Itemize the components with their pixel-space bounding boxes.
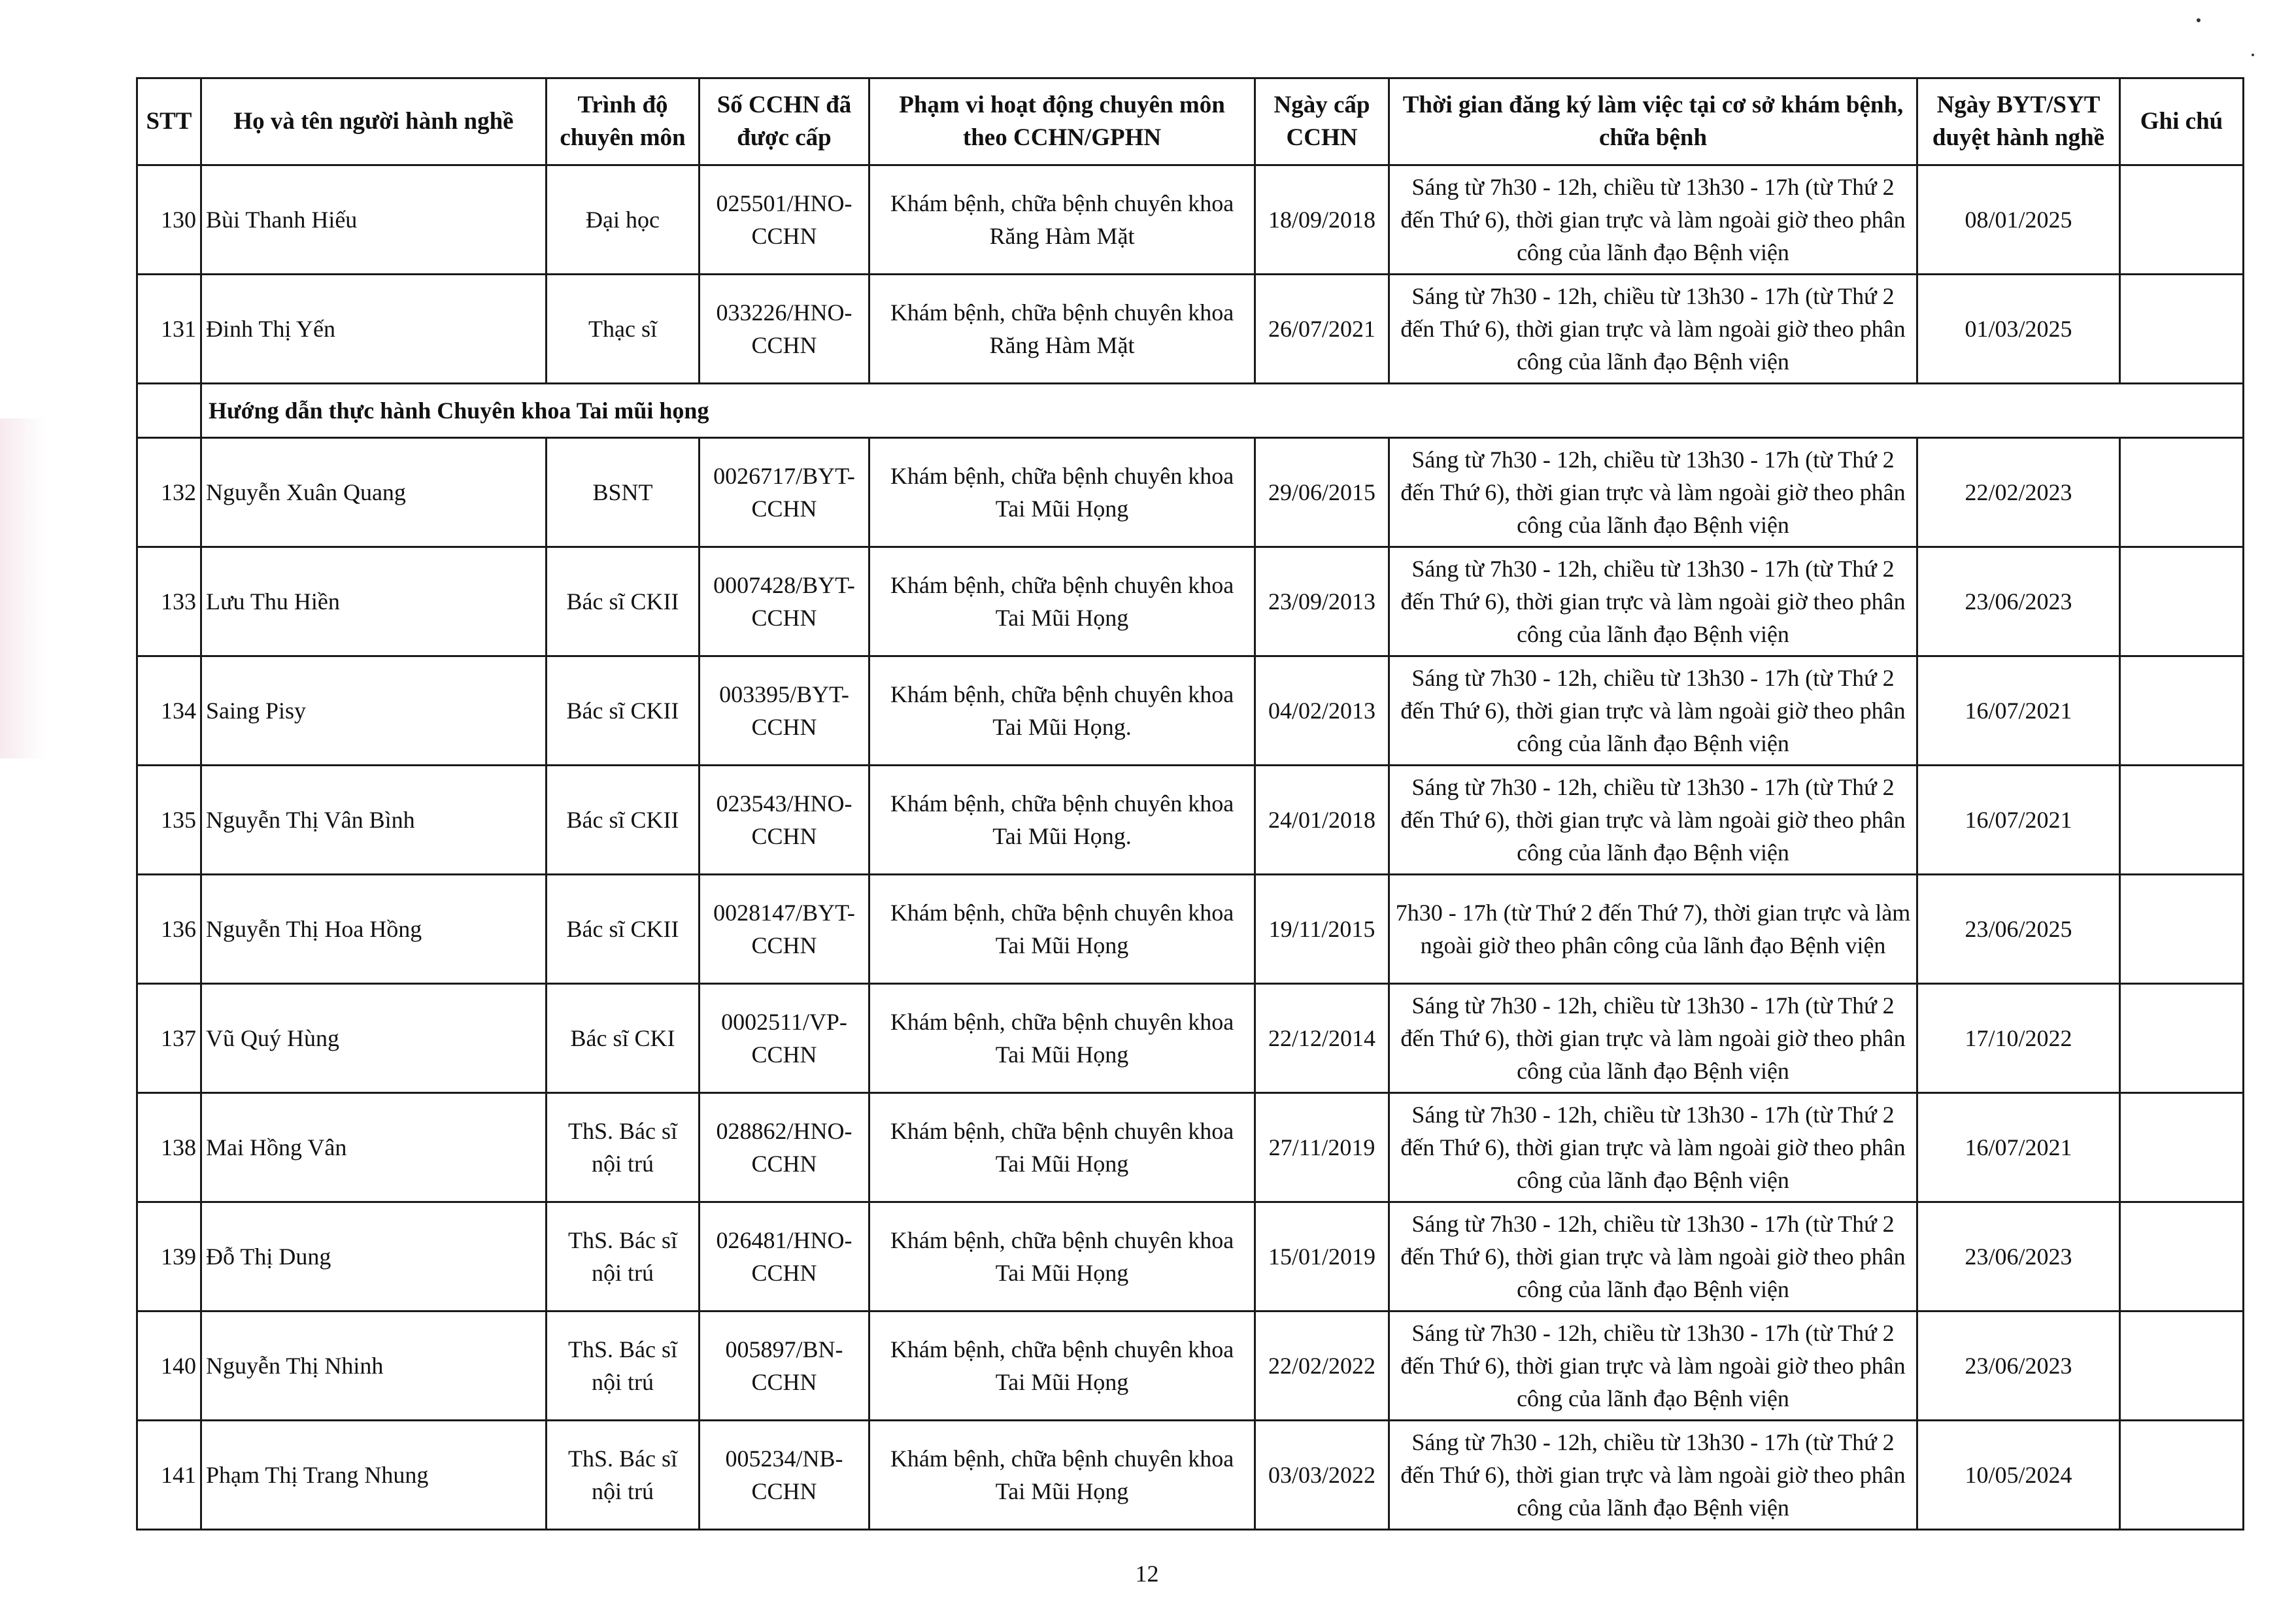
row-level: ThS. Bác sĩ nội trú xyxy=(547,1311,700,1421)
page-number: 12 xyxy=(1135,1561,1159,1587)
row-stt: 135 xyxy=(137,766,201,875)
row-issued-date: 23/09/2013 xyxy=(1255,547,1389,656)
row-note xyxy=(2120,547,2244,656)
col-header-issued: Ngày cấp CCHN xyxy=(1255,78,1389,165)
row-approved-date: 01/03/2025 xyxy=(1917,275,2120,384)
row-note xyxy=(2120,165,2244,275)
row-level: Đại học xyxy=(547,165,700,275)
row-note xyxy=(2120,984,2244,1093)
row-stt: 139 xyxy=(137,1202,201,1311)
row-cert: 005234/NB-CCHN xyxy=(700,1421,869,1530)
row-approved-date: 23/06/2025 xyxy=(1917,875,2120,984)
practitioner-register-table xyxy=(136,77,2244,1531)
row-level: Bác sĩ CKI xyxy=(547,984,700,1093)
table-row xyxy=(137,766,2244,875)
col-header-approved: Ngày BYT/SYT duyệt hành nghề xyxy=(1917,78,2120,165)
row-issued-date: 27/11/2019 xyxy=(1255,1093,1389,1202)
row-approved-date: 16/07/2021 xyxy=(1917,766,2120,875)
table-row xyxy=(137,275,2244,384)
row-issued-date: 03/03/2022 xyxy=(1255,1421,1389,1530)
row-schedule: Sáng từ 7h30 - 12h, chiều từ 13h30 - 17h (từ Thứ 2 đến Thứ 6), thời gian trực và làm ngoài giờ theo phân công của lãnh đạo Bệnh viện xyxy=(1389,165,1917,275)
col-header-cert: Số CCHN đã được cấp xyxy=(700,78,869,165)
table-row xyxy=(137,1311,2244,1421)
row-level: Bác sĩ CKII xyxy=(547,656,700,766)
row-scope: Khám bệnh, chữa bệnh chuyên khoa Tai Mũi Họng. xyxy=(869,656,1255,766)
row-name: Nguyễn Xuân Quang xyxy=(201,438,547,547)
row-issued-date: 24/01/2018 xyxy=(1255,766,1389,875)
table-row xyxy=(137,984,2244,1093)
row-note xyxy=(2120,1421,2244,1530)
row-stt: 138 xyxy=(137,1093,201,1202)
row-cert: 026481/HNO-CCHN xyxy=(700,1202,869,1311)
row-name: Lưu Thu Hiền xyxy=(201,547,547,656)
row-cert: 028862/HNO-CCHN xyxy=(700,1093,869,1202)
row-stt: 131 xyxy=(137,275,201,384)
row-name: Saing Pisy xyxy=(201,656,547,766)
row-cert: 033226/HNO-CCHN xyxy=(700,275,869,384)
row-name: Nguyễn Thị Nhinh xyxy=(201,1311,547,1421)
row-stt: 130 xyxy=(137,165,201,275)
row-level: Thạc sĩ xyxy=(547,275,700,384)
row-cert: 023543/HNO-CCHN xyxy=(700,766,869,875)
row-schedule: Sáng từ 7h30 - 12h, chiều từ 13h30 - 17h (từ Thứ 2 đến Thứ 6), thời gian trực và làm ngoài giờ theo phân công của lãnh đạo Bệnh viện xyxy=(1389,438,1917,547)
col-header-level: Trình độ chuyên môn xyxy=(547,78,700,165)
row-schedule: Sáng từ 7h30 - 12h, chiều từ 13h30 - 17h (từ Thứ 2 đến Thứ 6), thời gian trực và làm ngoài giờ theo phân công của lãnh đạo Bệnh viện xyxy=(1389,984,1917,1093)
row-name: Đỗ Thị Dung xyxy=(201,1202,547,1311)
col-header-stt: STT xyxy=(137,78,201,165)
speck-dot xyxy=(2252,54,2254,56)
col-header-name: Họ và tên người hành nghề xyxy=(201,78,547,165)
row-schedule: Sáng từ 7h30 - 12h, chiều từ 13h30 - 17h (từ Thứ 2 đến Thứ 6), thời gian trực và làm ngoài giờ theo phân công của lãnh đạo Bệnh viện xyxy=(1389,656,1917,766)
row-approved-date: 23/06/2023 xyxy=(1917,547,2120,656)
row-note xyxy=(2120,656,2244,766)
row-level: ThS. Bác sĩ nội trú xyxy=(547,1093,700,1202)
section-stt-cell xyxy=(137,384,201,438)
row-level: Bác sĩ CKII xyxy=(547,875,700,984)
row-scope: Khám bệnh, chữa bệnh chuyên khoa Tai Mũi Họng xyxy=(869,1421,1255,1530)
row-scope: Khám bệnh, chữa bệnh chuyên khoa Tai Mũi Họng. xyxy=(869,766,1255,875)
row-scope: Khám bệnh, chữa bệnh chuyên khoa Tai Mũi Họng xyxy=(869,547,1255,656)
row-schedule: Sáng từ 7h30 - 12h, chiều từ 13h30 - 17h (từ Thứ 2 đến Thứ 6), thời gian trực và làm ngoài giờ theo phân công của lãnh đạo Bệnh viện xyxy=(1389,275,1917,384)
section-title: Hướng dẫn thực hành Chuyên khoa Tai mũi họng xyxy=(201,384,2244,438)
col-header-schedule: Thời gian đăng ký làm việc tại cơ sở khám bệnh, chữa bệnh xyxy=(1389,78,1917,165)
row-name: Bùi Thanh Hiếu xyxy=(201,165,547,275)
row-stt: 136 xyxy=(137,875,201,984)
row-scope: Khám bệnh, chữa bệnh chuyên khoa Tai Mũi Họng xyxy=(869,984,1255,1093)
rows-group-rhm xyxy=(137,165,2244,384)
row-scope: Khám bệnh, chữa bệnh chuyên khoa Răng Hàm Mặt xyxy=(869,275,1255,384)
row-scope: Khám bệnh, chữa bệnh chuyên khoa Tai Mũi Họng xyxy=(869,1093,1255,1202)
row-level: ThS. Bác sĩ nội trú xyxy=(547,1202,700,1311)
row-scope: Khám bệnh, chữa bệnh chuyên khoa Tai Mũi Họng xyxy=(869,438,1255,547)
row-name: Nguyễn Thị Hoa Hồng xyxy=(201,875,547,984)
row-stt: 137 xyxy=(137,984,201,1093)
row-approved-date: 08/01/2025 xyxy=(1917,165,2120,275)
table-row xyxy=(137,165,2244,275)
row-name: Vũ Quý Hùng xyxy=(201,984,547,1093)
row-cert: 005897/BN-CCHN xyxy=(700,1311,869,1421)
row-cert: 025501/HNO-CCHN xyxy=(700,165,869,275)
rows-group-tmh xyxy=(137,438,2244,1530)
row-issued-date: 29/06/2015 xyxy=(1255,438,1389,547)
table-row xyxy=(137,1202,2244,1311)
row-approved-date: 17/10/2022 xyxy=(1917,984,2120,1093)
row-approved-date: 16/07/2021 xyxy=(1917,656,2120,766)
row-name: Nguyễn Thị Vân Bình xyxy=(201,766,547,875)
row-stt: 141 xyxy=(137,1421,201,1530)
row-level: ThS. Bác sĩ nội trú xyxy=(547,1421,700,1530)
row-issued-date: 18/09/2018 xyxy=(1255,165,1389,275)
row-schedule: Sáng từ 7h30 - 12h, chiều từ 13h30 - 17h (từ Thứ 2 đến Thứ 6), thời gian trực và làm ngoài giờ theo phân công của lãnh đạo Bệnh viện xyxy=(1389,1421,1917,1530)
row-scope: Khám bệnh, chữa bệnh chuyên khoa Tai Mũi Họng xyxy=(869,1202,1255,1311)
row-note xyxy=(2120,1202,2244,1311)
row-note xyxy=(2120,875,2244,984)
table-row xyxy=(137,875,2244,984)
row-cert: 0002511/VP-CCHN xyxy=(700,984,869,1093)
row-schedule: 7h30 - 17h (từ Thứ 2 đến Thứ 7), thời gian trực và làm ngoài giờ theo phân công của lãnh đạo Bệnh viện xyxy=(1389,875,1917,984)
row-cert: 003395/BYT-CCHN xyxy=(700,656,869,766)
row-name: Đinh Thị Yến xyxy=(201,275,547,384)
row-schedule: Sáng từ 7h30 - 12h, chiều từ 13h30 - 17h (từ Thứ 2 đến Thứ 6), thời gian trực và làm ngoài giờ theo phân công của lãnh đạo Bệnh viện xyxy=(1389,547,1917,656)
row-issued-date: 26/07/2021 xyxy=(1255,275,1389,384)
row-cert: 0026717/BYT-CCHN xyxy=(700,438,869,547)
row-scope: Khám bệnh, chữa bệnh chuyên khoa Tai Mũi Họng xyxy=(869,1311,1255,1421)
row-schedule: Sáng từ 7h30 - 12h, chiều từ 13h30 - 17h (từ Thứ 2 đến Thứ 6), thời gian trực và làm ngoài giờ theo phân công của lãnh đạo Bệnh viện xyxy=(1389,766,1917,875)
row-note xyxy=(2120,438,2244,547)
row-note xyxy=(2120,1093,2244,1202)
row-stt: 133 xyxy=(137,547,201,656)
row-level: Bác sĩ CKII xyxy=(547,547,700,656)
table-row xyxy=(137,547,2244,656)
row-name: Mai Hồng Vân xyxy=(201,1093,547,1202)
row-note xyxy=(2120,1311,2244,1421)
table-row xyxy=(137,1093,2244,1202)
row-issued-date: 22/12/2014 xyxy=(1255,984,1389,1093)
row-cert: 0007428/BYT-CCHN xyxy=(700,547,869,656)
row-note xyxy=(2120,766,2244,875)
row-issued-date: 19/11/2015 xyxy=(1255,875,1389,984)
row-name: Phạm Thị Trang Nhung xyxy=(201,1421,547,1530)
row-scope: Khám bệnh, chữa bệnh chuyên khoa Tai Mũi Họng xyxy=(869,875,1255,984)
section-group xyxy=(137,384,2244,438)
section-row xyxy=(137,384,2244,438)
speck-dot xyxy=(2197,18,2201,22)
table-header-row xyxy=(137,78,2244,165)
row-cert: 0028147/BYT-CCHN xyxy=(700,875,869,984)
row-approved-date: 23/06/2023 xyxy=(1917,1202,2120,1311)
row-note xyxy=(2120,275,2244,384)
row-stt: 134 xyxy=(137,656,201,766)
row-stt: 140 xyxy=(137,1311,201,1421)
col-header-scope: Phạm vi hoạt động chuyên môn theo CCHN/GPHN xyxy=(869,78,1255,165)
row-approved-date: 23/06/2023 xyxy=(1917,1311,2120,1421)
table-row xyxy=(137,1421,2244,1530)
row-scope: Khám bệnh, chữa bệnh chuyên khoa Răng Hàm Mặt xyxy=(869,165,1255,275)
row-approved-date: 10/05/2024 xyxy=(1917,1421,2120,1530)
row-schedule: Sáng từ 7h30 - 12h, chiều từ 13h30 - 17h (từ Thứ 2 đến Thứ 6), thời gian trực và làm ngoài giờ theo phân công của lãnh đạo Bệnh viện xyxy=(1389,1311,1917,1421)
row-schedule: Sáng từ 7h30 - 12h, chiều từ 13h30 - 17h (từ Thứ 2 đến Thứ 6), thời gian trực và làm ngoài giờ theo phân công của lãnh đạo Bệnh viện xyxy=(1389,1202,1917,1311)
row-issued-date: 04/02/2013 xyxy=(1255,656,1389,766)
row-level: Bác sĩ CKII xyxy=(547,766,700,875)
row-level: BSNT xyxy=(547,438,700,547)
row-issued-date: 15/01/2019 xyxy=(1255,1202,1389,1311)
page-edge-stain xyxy=(0,418,46,758)
row-issued-date: 22/02/2022 xyxy=(1255,1311,1389,1421)
row-approved-date: 16/07/2021 xyxy=(1917,1093,2120,1202)
table-row xyxy=(137,656,2244,766)
col-header-note: Ghi chú xyxy=(2120,78,2244,165)
table-row xyxy=(137,438,2244,547)
row-approved-date: 22/02/2023 xyxy=(1917,438,2120,547)
row-stt: 132 xyxy=(137,438,201,547)
row-schedule: Sáng từ 7h30 - 12h, chiều từ 13h30 - 17h (từ Thứ 2 đến Thứ 6), thời gian trực và làm ngoài giờ theo phân công của lãnh đạo Bệnh viện xyxy=(1389,1093,1917,1202)
